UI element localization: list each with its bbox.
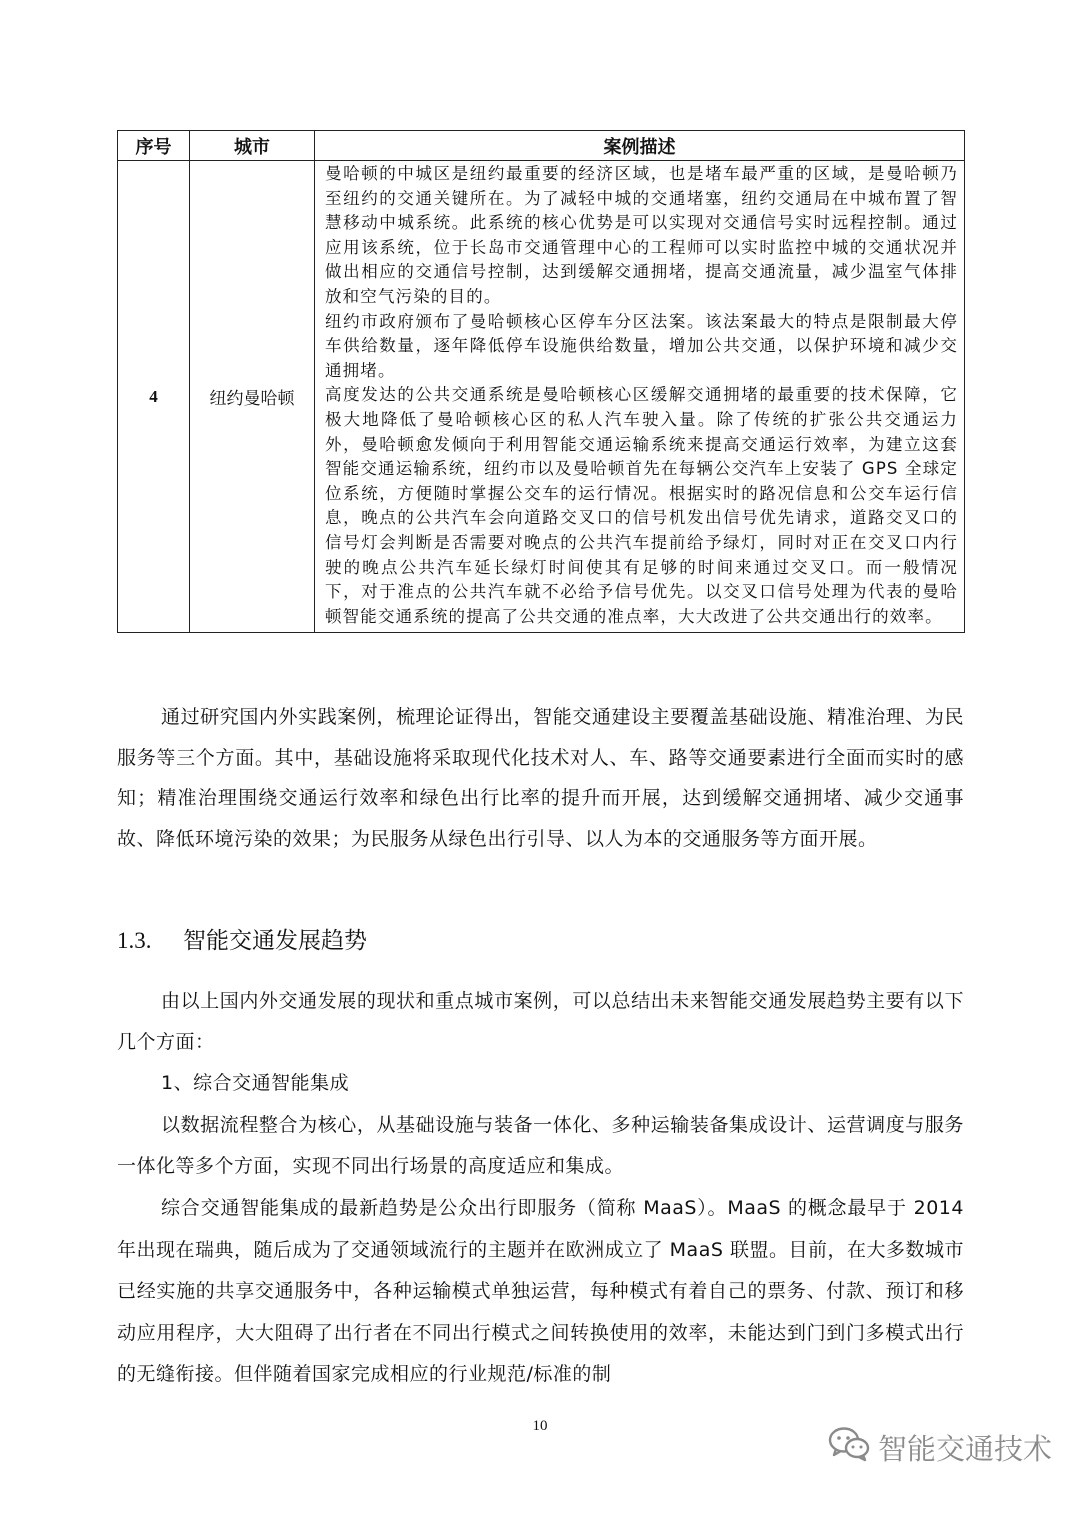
cell-description xyxy=(315,161,965,633)
description-paragraph: 纽约市政府颁布了曼哈顿核心区停车分区法案。该法案最大的特点是限制最大停车供给数量，逐年降低停车设施供给数量，增加公共交通，以保护环境和减少交通拥堵。 xyxy=(325,311,958,380)
cell-city: 纽约曼哈顿 xyxy=(190,161,315,633)
section-heading xyxy=(117,922,367,955)
wechat-icon xyxy=(828,1426,870,1469)
cell-number: 4 xyxy=(118,161,190,633)
description-paragraph: 高度发达的公共交通系统是曼哈顿核心区缓解交通拥堵的最重要的技术保障，它极大地降低了曼哈顿核心区的私人汽车驶入量。除了传统的扩张公共交通运力外，曼哈顿愈发倾向于利用智能交通运输系统来提高交通运行效率，为建立这套智能交通运输系统，纽约市以及曼哈顿首先在每辆公交汽车上安装了 GPS 全球定位系统，方便随时掌握公交车的运行情况。根据实时的路况信息和公交车运行信息，晚点的公共汽车会向道路交叉口的信号机发出信号优先请求，道路交叉口的信号灯会判断是否需要对晚点的公共汽车提前给予绿灯，同时对正在交叉口内行驶的晚点公共汽车延长绿灯时间使其有足够的时间来通过交叉口。而一般情况下，对于准点的公共汽车就不必给予信号优先。以交叉口信号处理为代表的曼哈顿智能交通系统的提高了公共交通的准点率，大大改进了公共交通出行的效率。 xyxy=(325,385,958,626)
description-paragraph: 曼哈顿的中城区是纽约最重要的经济区域，也是堵车最严重的区域，是曼哈顿乃至纽约的交通关键所在。为了减轻中城的交通堵塞，纽约交通局在中城布置了智慧移动中城系统。此系统的核心优势是可以实现对交通信号实时远程控制。通过应用该系统，位于长岛市交通管理中心的工程师可以实时监控中城的交通状况并做出相应的交通信号控制，达到缓解交通拥堵，提高交通流量，减少温室气体排放和空气污染的目的。 xyxy=(325,164,958,306)
section-title: 智能交通发展趋势 xyxy=(183,928,367,954)
intro-paragraph: 由以上国内外交通发展的现状和重点城市案例，可以总结出未来智能交通发展趋势主要有以下几个方面： xyxy=(117,990,964,1053)
table-row xyxy=(118,161,965,633)
maas-paragraph: 综合交通智能集成的最新趋势是公众出行即服务（简称 MaaS）。MaaS 的概念最早于 2014 年出现在瑞典，随后成为了交通领域流行的主题并在欧洲成立了 MaaS 联盟。目前，在大多数城市已经实施的共享交通服务中，各种运输模式单独运营，每种模式有着自己的票务、付款、预订和移动应用程序，大大阻碍了出行者在不同出行模式之间转换使用的效率，未能达到门到门多模式出行的无缝衔接。但伴随着国家完成相应的行业规范/标准的制 xyxy=(117,1197,964,1385)
header-description: 案例描述 xyxy=(315,131,965,161)
section-number: 1.3. xyxy=(117,928,152,953)
item-heading: 1、综合交通智能集成 xyxy=(161,1072,350,1094)
watermark-text: 智能交通技术 xyxy=(877,1432,1052,1466)
table-header-row xyxy=(118,131,965,161)
case-table xyxy=(117,130,965,633)
item-paragraph: 以数据流程整合为核心，从基础设施与装备一体化、多种运输装备集成设计、运营调度与服务一体化等多个方面，实现不同出行场景的高度适应和集成。 xyxy=(117,1114,964,1177)
watermark xyxy=(828,1426,1052,1469)
summary-paragraph: 通过研究国内外实践案例，梳理论证得出，智能交通建设主要覆盖基础设施、精准治理、为民服务等三个方面。其中，基础设施将采取现代化技术对人、车、路等交通要素进行全面而实时的感知；精准治理围绕交通运行效率和绿色出行比率的提升而开展，达到缓解交通拥堵、减少交通事故、降低环境污染的效果；为民服务从绿色出行引导、以人为本的交通服务等方面开展。 xyxy=(117,706,964,850)
header-city: 城市 xyxy=(190,131,315,161)
page-number: 10 xyxy=(532,1418,548,1434)
header-number: 序号 xyxy=(118,131,190,161)
